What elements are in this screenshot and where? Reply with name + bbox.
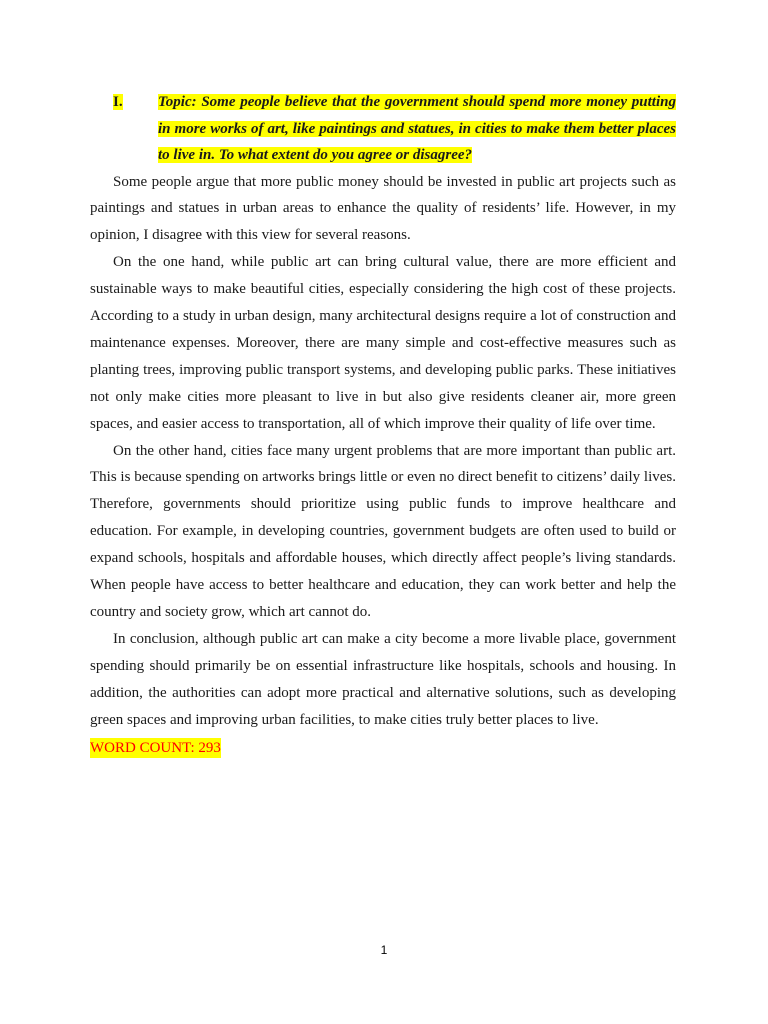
paragraph-body-2: On the other hand, cities face many urgent problems that are more important than public art. This is because spending on artworks brings little or even no direct benefit to citizens’ daily lives. Therefore, governments should prioritize using public funds to improve healthcare and education. For example, in developing countries, government budgets are often used to build or expand schools, hospitals and affordable houses, which directly affect people’s living standards. When people have access to better healthcare and education, they can work better and help the country and society grow, which art cannot do. bbox=[90, 442, 676, 620]
essay-topic bbox=[90, 89, 676, 169]
paragraph-conclusion: In conclusion, although public art can make a city become a more livable place, government spending should primarily be on essential infrastructure like hospitals, schools and housing. In addition, the authorities can adopt more practical and alternative solutions, such as developing green spaces and improving urban facilities, to make cities truly better places to live. bbox=[90, 630, 676, 728]
word-count: WORD COUNT: 293 bbox=[90, 739, 221, 756]
paragraph-body-1: On the one hand, while public art can bring cultural value, there are more efficient and sustainable ways to make beautiful cities, especially considering the high cost of these projects. According to a study in urban design, many architectural designs require a lot of construction and maintenance expenses. Moreover, there are many simple and cost-effective measures such as planting trees, improving public transport systems, and developing public parks. These initiatives not only make cities more pleasant to live in but also give residents cleaner air, more green spaces, and easier access to transportation, all of which improve their quality of life over time. bbox=[90, 254, 676, 432]
topic-number: I. bbox=[113, 94, 123, 110]
document-body bbox=[90, 89, 676, 761]
page-number: 1 bbox=[380, 943, 388, 957]
topic-prompt: Topic: Some people believe that the government should spend more money putting in more works of art, like paintings and statues, in cities to make them better places to live in. To what extent do you agree or disagree? bbox=[158, 94, 676, 163]
paragraph-introduction: Some people argue that more public money should be invested in public art projects such as paintings and statues in urban areas to enhance the quality of residents’ life. However, in my opinion, I disagree with this view for several reasons. bbox=[90, 173, 676, 244]
